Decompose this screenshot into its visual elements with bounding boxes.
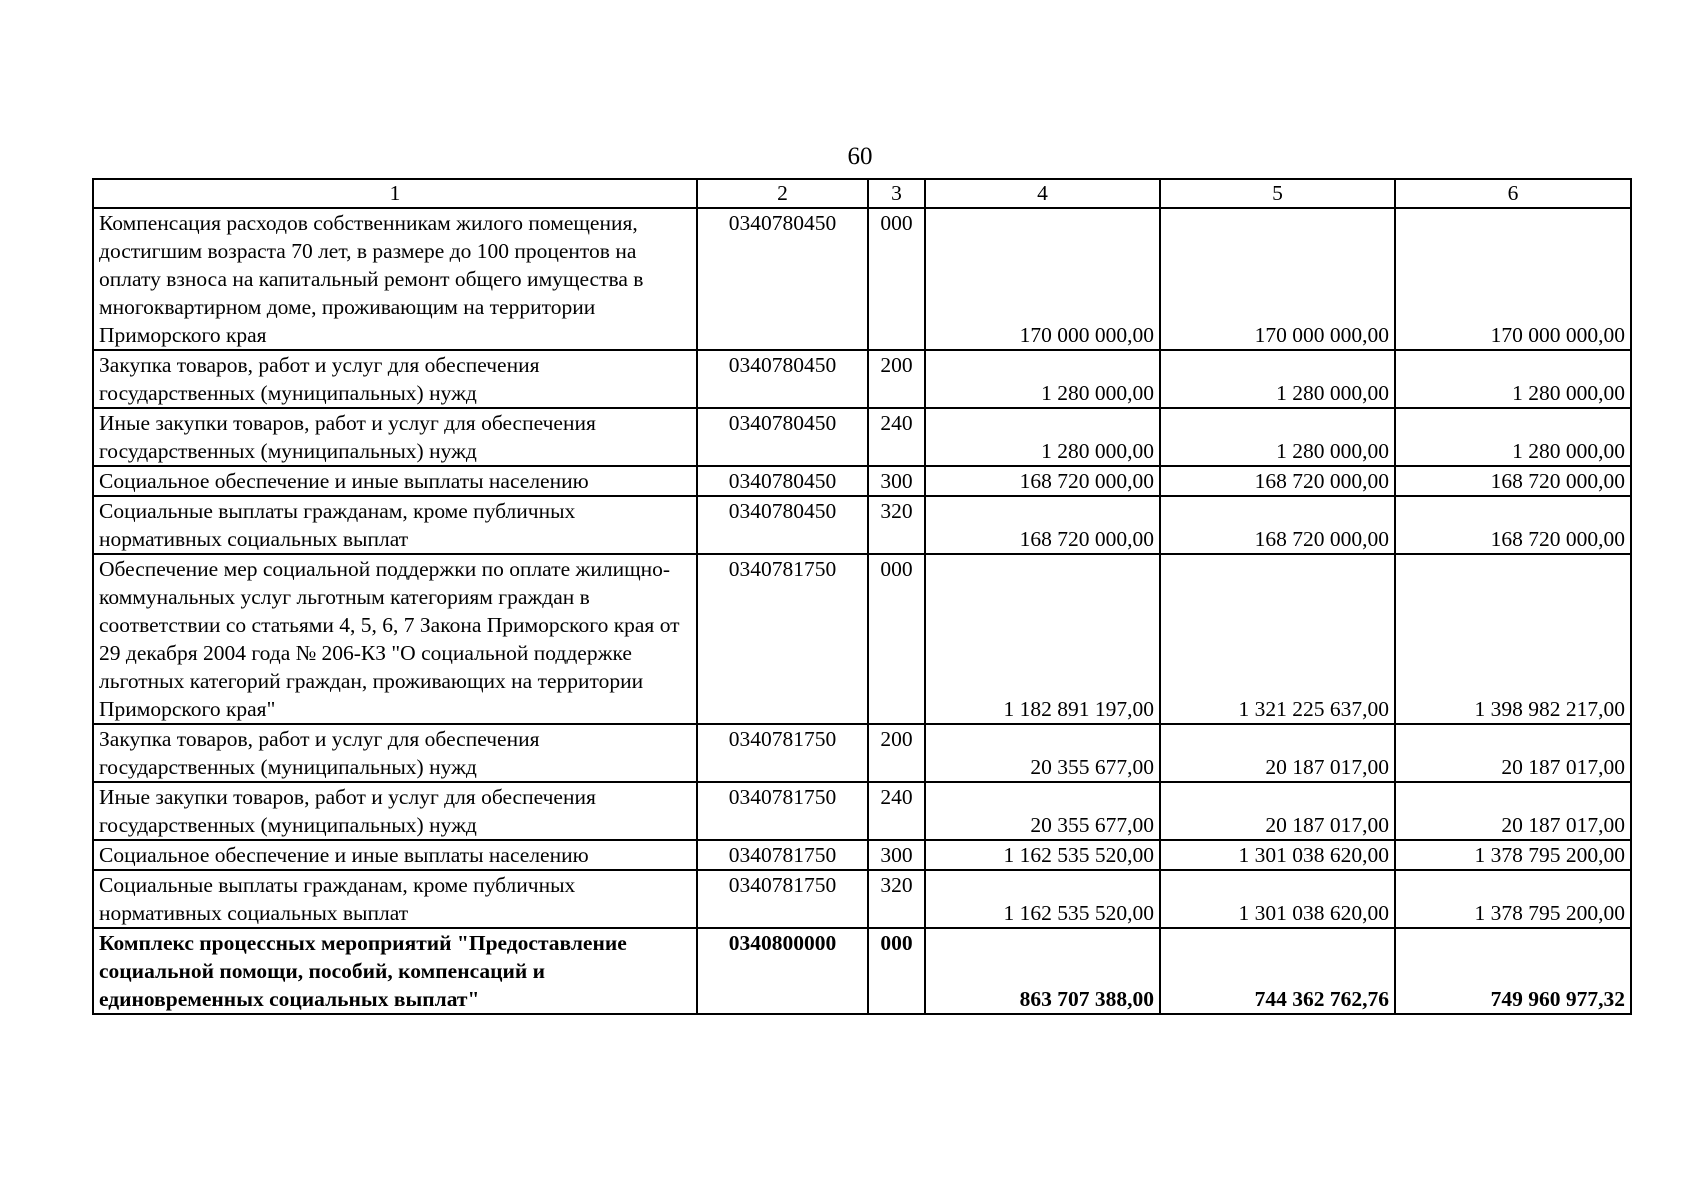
row-description: Иные закупки товаров, работ и услуг для обеспечения государственных (муниципальных) нужд (93, 782, 697, 840)
row-amount-col5: 170 000 000,00 (1160, 208, 1395, 350)
row-amount-col4: 168 720 000,00 (925, 466, 1160, 496)
table-row (93, 724, 1631, 782)
row-amount-col4: 20 355 677,00 (925, 782, 1160, 840)
row-amount-col5: 168 720 000,00 (1160, 496, 1395, 554)
table-row (93, 350, 1631, 408)
header-cell-1: 1 (93, 179, 697, 208)
table-row (93, 840, 1631, 870)
row-description: Закупка товаров, работ и услуг для обеспечения государственных (муниципальных) нужд (93, 350, 697, 408)
row-target-code: 0340781750 (697, 782, 868, 840)
row-description: Обеспечение мер социальной поддержки по оплате жилищно-коммунальных услуг льготным категориям граждан в соответствии со статьями 4, 5, 6, 7 Закона Приморского края от 29 декабря 2004 года № 206-КЗ "О социальной поддержке льготных категорий граждан, проживающих на территории Приморского края" (93, 554, 697, 724)
row-amount-col4: 863 707 388,00 (925, 928, 1160, 1014)
row-expense-type: 000 (868, 554, 925, 724)
row-description: Комплекс процессных мероприятий "Предоставление социальной помощи, пособий, компенсаций и единовременных социальных выплат" (93, 928, 697, 1014)
header-row (93, 179, 1631, 208)
row-amount-col5: 1 301 038 620,00 (1160, 840, 1395, 870)
row-expense-type: 300 (868, 466, 925, 496)
row-target-code: 0340781750 (697, 870, 868, 928)
row-amount-col4: 1 162 535 520,00 (925, 840, 1160, 870)
header-cell-4: 4 (925, 179, 1160, 208)
row-description: Закупка товаров, работ и услуг для обеспечения государственных (муниципальных) нужд (93, 724, 697, 782)
row-description: Иные закупки товаров, работ и услуг для обеспечения государственных (муниципальных) нужд (93, 408, 697, 466)
row-description: Социальные выплаты гражданам, кроме публичных нормативных социальных выплат (93, 870, 697, 928)
row-expense-type: 200 (868, 724, 925, 782)
row-amount-col5: 1 321 225 637,00 (1160, 554, 1395, 724)
row-expense-type: 320 (868, 496, 925, 554)
table-row (93, 496, 1631, 554)
row-target-code: 0340800000 (697, 928, 868, 1014)
row-expense-type: 300 (868, 840, 925, 870)
row-description: Социальные выплаты гражданам, кроме публичных нормативных социальных выплат (93, 496, 697, 554)
table-row (93, 408, 1631, 466)
row-target-code: 0340780450 (697, 208, 868, 350)
row-amount-col6: 749 960 977,32 (1395, 928, 1631, 1014)
row-amount-col6: 1 280 000,00 (1395, 350, 1631, 408)
row-amount-col4: 1 280 000,00 (925, 408, 1160, 466)
row-amount-col6: 20 187 017,00 (1395, 724, 1631, 782)
row-description: Компенсация расходов собственникам жилого помещения, достигшим возраста 70 лет, в размере до 100 процентов на оплату взноса на капитальный ремонт общего имущества в многоквартирном доме, проживающим на территории Приморского края (93, 208, 697, 350)
row-amount-col6: 168 720 000,00 (1395, 496, 1631, 554)
row-amount-col5: 1 280 000,00 (1160, 408, 1395, 466)
row-amount-col4: 168 720 000,00 (925, 496, 1160, 554)
row-amount-col6: 1 398 982 217,00 (1395, 554, 1631, 724)
page-number: 60 (847, 143, 873, 170)
table-row (93, 870, 1631, 928)
budget-table (92, 178, 1632, 1015)
row-expense-type: 000 (868, 928, 925, 1014)
row-amount-col5: 20 187 017,00 (1160, 724, 1395, 782)
row-amount-col5: 20 187 017,00 (1160, 782, 1395, 840)
row-amount-col6: 170 000 000,00 (1395, 208, 1631, 350)
row-amount-col4: 170 000 000,00 (925, 208, 1160, 350)
row-amount-col4: 1 280 000,00 (925, 350, 1160, 408)
header-cell-6: 6 (1395, 179, 1631, 208)
row-amount-col6: 1 378 795 200,00 (1395, 840, 1631, 870)
row-expense-type: 240 (868, 408, 925, 466)
row-amount-col4: 1 162 535 520,00 (925, 870, 1160, 928)
table-row (93, 554, 1631, 724)
table-row (93, 208, 1631, 350)
table-row (93, 466, 1631, 496)
row-description: Социальное обеспечение и иные выплаты населению (93, 840, 697, 870)
row-target-code: 0340780450 (697, 350, 868, 408)
row-target-code: 0340781750 (697, 724, 868, 782)
row-expense-type: 000 (868, 208, 925, 350)
row-expense-type: 200 (868, 350, 925, 408)
table-row (93, 928, 1631, 1014)
row-target-code: 0340780450 (697, 466, 868, 496)
header-cell-3: 3 (868, 179, 925, 208)
row-target-code: 0340781750 (697, 554, 868, 724)
row-amount-col5: 168 720 000,00 (1160, 466, 1395, 496)
row-amount-col4: 1 182 891 197,00 (925, 554, 1160, 724)
row-amount-col6: 168 720 000,00 (1395, 466, 1631, 496)
row-description: Социальное обеспечение и иные выплаты населению (93, 466, 697, 496)
header-cell-5: 5 (1160, 179, 1395, 208)
row-amount-col5: 1 280 000,00 (1160, 350, 1395, 408)
row-amount-col5: 1 301 038 620,00 (1160, 870, 1395, 928)
table-body (93, 208, 1631, 1014)
row-amount-col4: 20 355 677,00 (925, 724, 1160, 782)
table-row (93, 782, 1631, 840)
header-cell-2: 2 (697, 179, 868, 208)
row-expense-type: 320 (868, 870, 925, 928)
row-target-code: 0340780450 (697, 408, 868, 466)
row-amount-col5: 744 362 762,76 (1160, 928, 1395, 1014)
row-target-code: 0340781750 (697, 840, 868, 870)
row-amount-col6: 1 378 795 200,00 (1395, 870, 1631, 928)
row-amount-col6: 20 187 017,00 (1395, 782, 1631, 840)
row-target-code: 0340780450 (697, 496, 868, 554)
row-amount-col6: 1 280 000,00 (1395, 408, 1631, 466)
row-expense-type: 240 (868, 782, 925, 840)
